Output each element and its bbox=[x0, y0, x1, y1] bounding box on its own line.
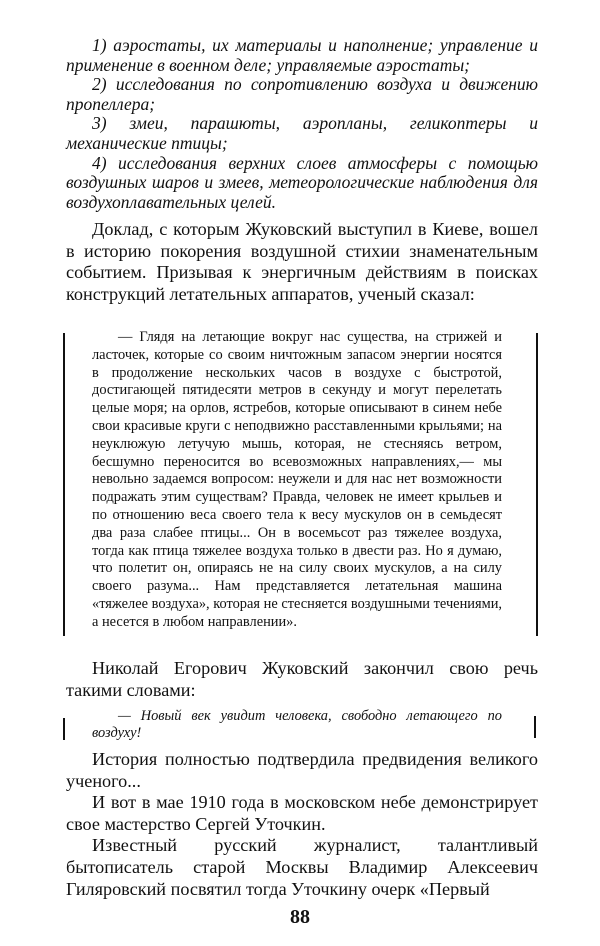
paragraph: Николай Егорович Жуковский закончил свою речь такими словами: bbox=[66, 658, 538, 700]
list-item: 4) исследования верхних слоев атмосферы с помощью воздушных шаров и змеев, метеорологические наблюдения для воздухоплавательных целей. bbox=[66, 152, 538, 212]
paragraph: Известный русский журналист, талантливый бытописатель старой Москвы Владимир Алексеевич Гиляровский посвятил тогда Уточкину очерк «Первый bbox=[66, 835, 538, 899]
list-item: 2) исследования по сопротивлению воздуха и движению пропеллера; bbox=[66, 74, 538, 114]
list-item: 3) змеи, парашюты, аэропланы, геликоптеры и механические птицы; bbox=[66, 113, 538, 153]
body-text-bottom bbox=[66, 749, 538, 900]
quote-bar-right bbox=[536, 333, 538, 636]
quote-bar-right bbox=[534, 716, 536, 738]
research-topics-list bbox=[66, 36, 538, 212]
body-text-top bbox=[66, 219, 538, 305]
paragraph: И вот в мае 1910 года в московском небе демонстрирует свое мастерство Сергей Уточкин. bbox=[66, 792, 538, 834]
list-item: 1) аэростаты, их материалы и наполнение; управление и применение в военном деле; управляемые аэростаты; bbox=[66, 35, 538, 75]
body-text-middle bbox=[66, 658, 538, 701]
quote-bar-left bbox=[63, 718, 65, 740]
quote-bar-left bbox=[63, 333, 65, 636]
zhukovsky-speech-quote: — Глядя на летающие вокруг нас существа, на стрижей и ласточек, которые со своим ничтожным запасом энергии носятся в продолжение нескольких часов в воздухе с быстротой, достигающей пятидесяти метров в секунду и могут перелетать целые моря; на орлов, ястребов, которые описывают в синем небе свои красивые круги с неподвижно расставленными крыльями; на неуклюжую летучую мышь, которая, не стесняясь ветром, бесшумно переносится во всевозможных направлениях,— мы невольно задаемся вопросом: неужели и для нас нет возможности подражать этим существам? Правда, человек не имеет крыльев и по отношению веса своего тела к весу мускулов он в семьдесят два раза слабее птицы... Он в восемьсот раз тяжелее воздуха, тогда как птица тяжелее воздуха только в двести раз. Но я думаю, что полетит он, опираясь не на силу своих мускулов, а на силу своего разума... Нам представляется летательная машина «тяжелее воздуха», которая не стесняется воздушными течениями, а несется в любом направлении». bbox=[92, 329, 502, 630]
paragraph: Доклад, с которым Жуковский выступил в Киеве, вошел в историю покорения воздушной стихии знаменательным событием. Призывая к энергичным действиям в поисках конструкций летательных аппаратов, ученый сказал: bbox=[66, 219, 538, 304]
paragraph: История полностью подтвердила предвидения великого ученого... bbox=[66, 749, 538, 791]
closing-quote: — Новый век увидит человека, свободно летающего по воздуху! bbox=[92, 708, 502, 741]
page-number: 88 bbox=[290, 906, 310, 928]
